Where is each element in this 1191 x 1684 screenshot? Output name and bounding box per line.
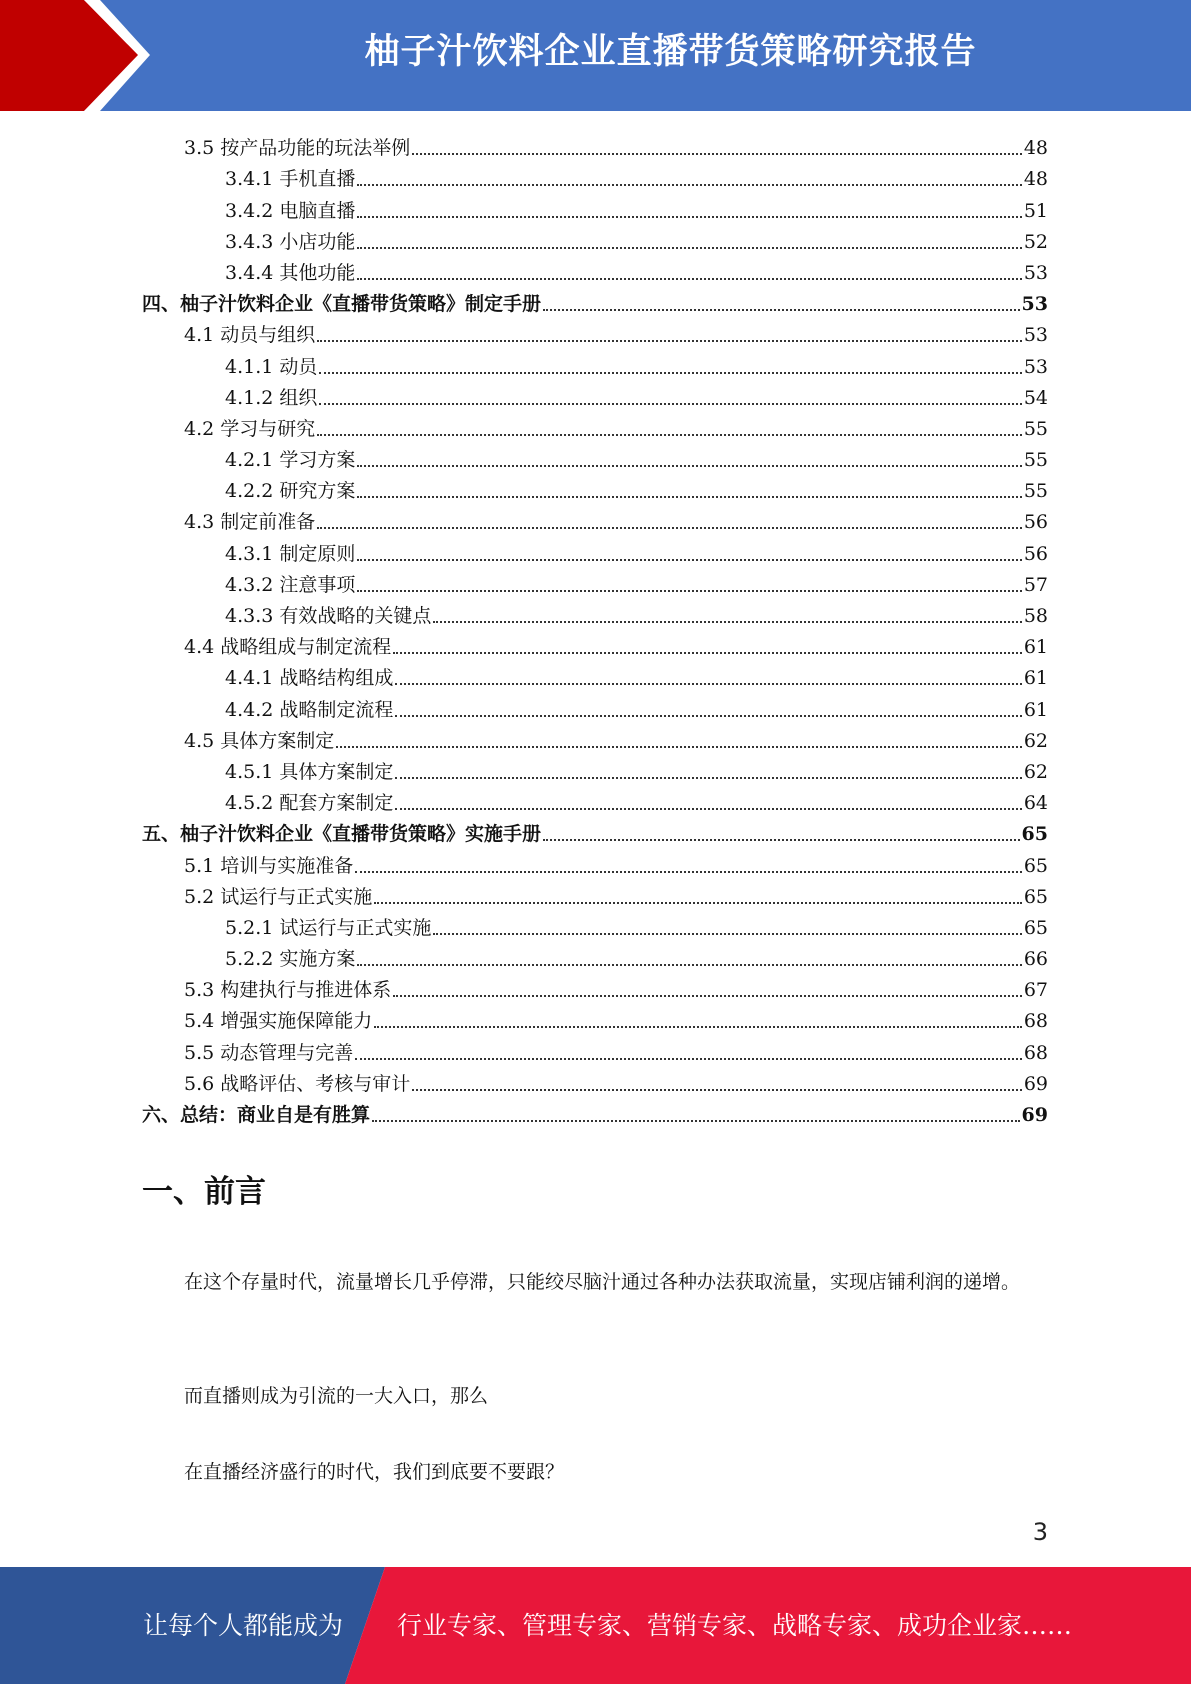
toc-entry-label: 4.5.1 具体方案制定 <box>225 760 394 783</box>
toc-entry-label: 4.2.1 学习方案 <box>225 449 356 472</box>
toc-entry[interactable] <box>142 721 1048 752</box>
footer-slogan-left: 让每个人都能成为 <box>143 1611 344 1640</box>
toc-entry-label: 5.5 动态管理与完善 <box>184 1041 354 1064</box>
toc-leader-dots <box>395 715 1021 717</box>
toc-leader-dots <box>372 1120 1020 1122</box>
toc-entry-page: 55 <box>1023 417 1048 440</box>
toc-leader-dots <box>357 465 1021 467</box>
toc-entry[interactable] <box>142 159 1048 190</box>
toc-entry[interactable] <box>142 658 1048 689</box>
toc-entry[interactable] <box>142 128 1048 159</box>
toc-entry-label: 4.1.1 动员 <box>225 355 318 378</box>
toc-leader-dots <box>543 309 1020 311</box>
toc-leader-dots <box>395 808 1021 810</box>
toc-entry-label: 4.3.2 注意事项 <box>225 573 356 596</box>
toc-entry-page: 67 <box>1023 979 1048 1002</box>
toc-entry[interactable] <box>142 315 1048 346</box>
toc-entry-label: 4.3.3 有效战略的关键点 <box>225 605 432 627</box>
table-of-contents <box>142 128 1048 1126</box>
toc-entry[interactable] <box>142 908 1048 939</box>
toc-entry[interactable] <box>142 190 1048 221</box>
toc-entry[interactable] <box>142 877 1048 908</box>
toc-leader-dots <box>357 216 1021 218</box>
toc-entry-page: 68 <box>1023 1041 1048 1064</box>
toc-entry-page: 65 <box>1023 916 1048 939</box>
header-title: 柚子汁饮料企业直播带货策略研究报告 <box>364 32 977 72</box>
toc-entry-label: 4.2.2 研究方案 <box>225 480 356 503</box>
toc-entry[interactable] <box>142 1095 1048 1126</box>
toc-entry-page: 69 <box>1021 1104 1048 1126</box>
toc-entry-label: 5.6 战略评估、考核与审计 <box>184 1072 411 1095</box>
toc-entry[interactable] <box>142 970 1048 1001</box>
toc-entry-page: 53 <box>1023 355 1048 378</box>
toc-entry-label: 4.5 具体方案制定 <box>184 729 335 752</box>
toc-entry-page: 55 <box>1023 480 1048 503</box>
toc-entry-page: 53 <box>1021 293 1048 316</box>
toc-leader-dots <box>317 527 1022 529</box>
toc-entry[interactable] <box>142 409 1048 440</box>
toc-entry-label: 3.4.2 电脑直播 <box>225 199 356 222</box>
toc-leader-dots <box>355 871 1022 873</box>
toc-entry-label: 4.1.2 组织 <box>225 386 318 409</box>
toc-entry-page: 52 <box>1023 230 1048 253</box>
toc-entry-page: 61 <box>1023 667 1048 690</box>
toc-entry-label: 4.2 学习与研究 <box>184 417 316 440</box>
toc-entry-page: 48 <box>1023 137 1048 160</box>
page-header <box>0 0 1191 111</box>
toc-entry[interactable] <box>142 471 1048 502</box>
toc-entry[interactable] <box>142 1032 1048 1063</box>
toc-leader-dots <box>395 683 1021 685</box>
toc-entry-page: 57 <box>1023 573 1048 596</box>
toc-entry-page: 48 <box>1023 168 1048 191</box>
toc-entry[interactable] <box>142 845 1048 876</box>
toc-entry-label: 5.3 构建执行与推进体系 <box>184 979 392 1002</box>
toc-entry-page: 66 <box>1023 948 1048 971</box>
toc-leader-dots <box>543 839 1020 841</box>
paragraph: 在直播经济盛行的时代，我们到底要不要跟？ <box>184 1461 565 1483</box>
toc-entry-page: 58 <box>1023 605 1048 627</box>
toc-leader-dots <box>393 652 1022 654</box>
toc-entry-label: 3.5 按产品功能的玩法举例 <box>184 137 411 160</box>
toc-leader-dots <box>357 247 1021 249</box>
toc-leader-dots <box>317 340 1022 342</box>
toc-leader-dots <box>355 1058 1022 1060</box>
toc-entry-label: 4.5.2 配套方案制定 <box>225 792 394 815</box>
toc-entry-page: 54 <box>1023 386 1048 409</box>
toc-leader-dots <box>317 434 1022 436</box>
toc-entry-label: 3.4.1 手机直播 <box>225 168 356 191</box>
toc-entry[interactable] <box>142 284 1048 315</box>
toc-leader-dots <box>357 496 1021 498</box>
toc-entry-label: 5.2.2 实施方案 <box>225 948 356 971</box>
toc-entry-page: 53 <box>1023 261 1048 284</box>
toc-entry-page: 55 <box>1023 449 1048 472</box>
toc-entry-page: 65 <box>1023 885 1048 908</box>
toc-entry-page: 68 <box>1023 1010 1048 1033</box>
toc-leader-dots <box>357 964 1021 966</box>
toc-entry[interactable] <box>142 783 1048 814</box>
toc-entry[interactable] <box>142 253 1048 284</box>
toc-entry-page: 51 <box>1023 199 1048 222</box>
toc-leader-dots <box>395 777 1021 779</box>
toc-leader-dots <box>357 590 1021 592</box>
toc-entry-label: 4.3.1 制定原则 <box>225 542 356 565</box>
toc-entry-label: 五、柚子汁饮料企业《直播带货策略》实施手册 <box>142 823 542 846</box>
toc-entry[interactable] <box>142 939 1048 970</box>
paragraph: 在这个存量时代，流量增长几乎停滞，只能绞尽脑汁通过各种办法获取流量，实现店铺利润的递增。 <box>184 1271 1021 1293</box>
toc-leader-dots <box>433 621 1021 623</box>
toc-entry-label: 5.1 培训与实施准备 <box>184 854 354 877</box>
toc-leader-dots <box>336 746 1022 748</box>
toc-entry-label: 四、柚子汁饮料企业《直播带货策略》制定手册 <box>142 293 542 316</box>
toc-entry-page: 61 <box>1023 636 1048 659</box>
toc-entry-page: 62 <box>1023 760 1048 783</box>
toc-entry-label: 4.4 战略组成与制定流程 <box>184 636 392 659</box>
toc-entry[interactable] <box>142 502 1048 533</box>
toc-leader-dots <box>319 403 1021 405</box>
toc-leader-dots <box>412 153 1022 155</box>
toc-entry[interactable] <box>142 222 1048 253</box>
page-number: 3 <box>1032 1518 1048 1546</box>
toc-entry[interactable] <box>142 533 1048 564</box>
toc-entry-label: 4.4.1 战略结构组成 <box>225 667 394 690</box>
toc-entry-page: 56 <box>1023 542 1048 565</box>
toc-leader-dots <box>374 902 1022 904</box>
toc-entry-label: 六、总结：商业自是有胜算 <box>142 1104 371 1126</box>
toc-entry-page: 61 <box>1023 698 1048 721</box>
toc-leader-dots <box>393 995 1022 997</box>
toc-entry-label: 4.3 制定前准备 <box>184 511 316 534</box>
toc-leader-dots <box>357 278 1021 280</box>
toc-entry-label: 4.4.2 战略制定流程 <box>225 698 394 721</box>
toc-entry-label: 5.2 试运行与正式实施 <box>184 885 373 908</box>
toc-entry-page: 65 <box>1023 854 1048 877</box>
toc-leader-dots <box>319 372 1021 374</box>
toc-entry-label: 5.4 增强实施保障能力 <box>184 1010 373 1033</box>
footer-slogan-right: 行业专家、管理专家、营销专家、战略专家、成功企业家…… <box>397 1611 1073 1640</box>
toc-entry-page: 53 <box>1023 324 1048 347</box>
toc-entry-page: 64 <box>1023 792 1048 815</box>
toc-entry[interactable] <box>142 565 1048 596</box>
toc-entry[interactable] <box>142 378 1048 409</box>
toc-leader-dots <box>357 559 1021 561</box>
toc-entry-label: 3.4.4 其他功能 <box>225 261 356 284</box>
toc-entry[interactable] <box>142 596 1048 627</box>
toc-leader-dots <box>357 184 1021 186</box>
toc-leader-dots <box>412 1089 1022 1091</box>
toc-entry[interactable] <box>142 1064 1048 1095</box>
toc-entry[interactable] <box>142 689 1048 720</box>
toc-entry[interactable] <box>142 627 1048 658</box>
toc-entry-page: 62 <box>1023 729 1048 752</box>
toc-entry[interactable] <box>142 440 1048 471</box>
section-heading: 一、前言 <box>142 1174 266 1210</box>
toc-entry-page: 69 <box>1023 1072 1048 1095</box>
page-footer <box>0 1567 1191 1684</box>
toc-entry-label: 4.1 动员与组织 <box>184 324 316 347</box>
toc-entry[interactable] <box>142 346 1048 377</box>
toc-entry[interactable] <box>142 752 1048 783</box>
toc-entry-label: 3.4.3 小店功能 <box>225 230 356 253</box>
toc-entry-page: 65 <box>1021 823 1048 846</box>
toc-entry[interactable] <box>142 814 1048 845</box>
toc-leader-dots <box>374 1026 1022 1028</box>
toc-leader-dots <box>433 933 1021 935</box>
toc-entry[interactable] <box>142 1001 1048 1032</box>
toc-entry-label: 5.2.1 试运行与正式实施 <box>225 916 432 939</box>
toc-entry-page: 56 <box>1023 511 1048 534</box>
paragraph: 而直播则成为引流的一大入口，那么 <box>184 1385 489 1407</box>
